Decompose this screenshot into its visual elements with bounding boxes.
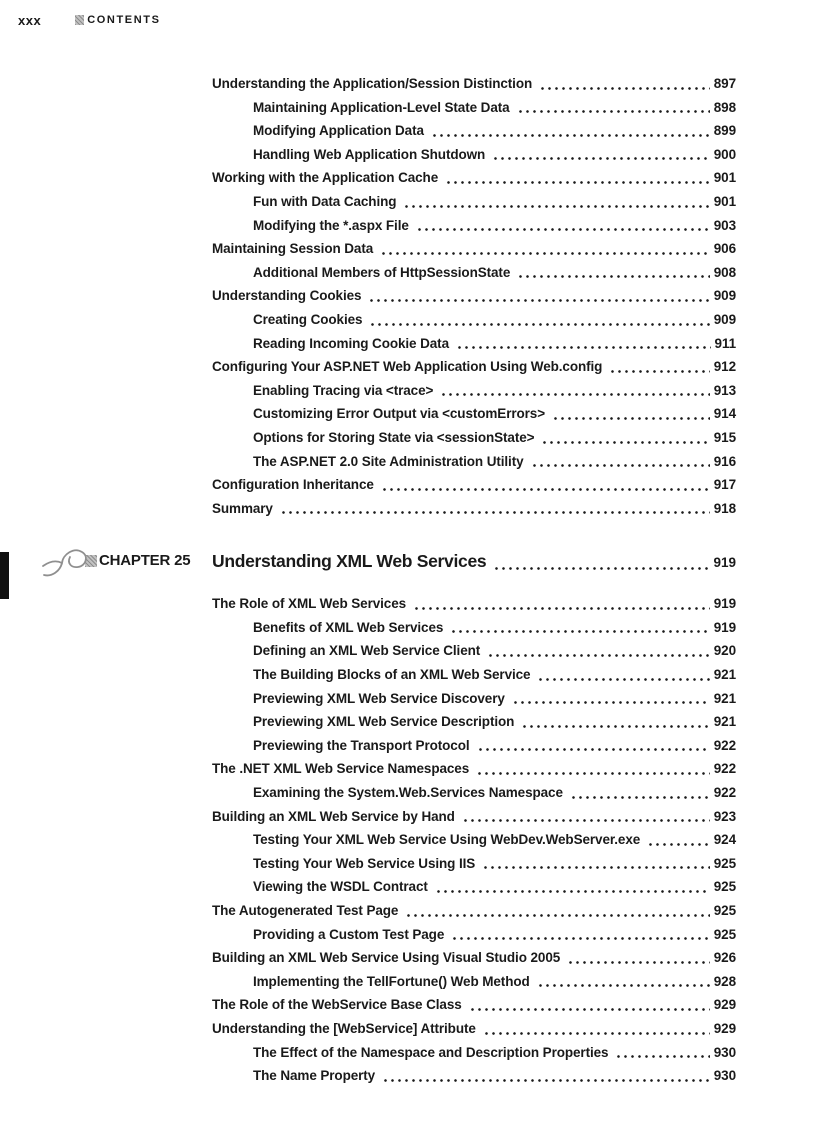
toc-entry-page-number: 898 bbox=[713, 99, 736, 115]
dot-leader bbox=[477, 748, 710, 751]
toc-entry-page-number: 901 bbox=[713, 170, 736, 186]
toc-entry-page-number: 917 bbox=[713, 477, 736, 493]
dot-leader bbox=[456, 346, 711, 349]
toc-entry-row bbox=[212, 875, 736, 899]
toc-entry-row bbox=[212, 1041, 736, 1065]
toc-entry-page-number: 915 bbox=[713, 429, 736, 445]
chapter-title: Understanding XML Web Services bbox=[212, 551, 487, 572]
toc-entry-page-number: 925 bbox=[713, 879, 736, 895]
dot-leader bbox=[450, 630, 710, 633]
toc-entry-page-number: 916 bbox=[713, 453, 736, 469]
dot-leader bbox=[451, 937, 710, 940]
toc-entry-title: Benefits of XML Web Services bbox=[253, 619, 444, 635]
toc-entry-page-number: 930 bbox=[713, 1044, 736, 1060]
toc-entry-page-number: 912 bbox=[713, 359, 736, 375]
toc-entry-page-number: 897 bbox=[713, 76, 736, 91]
toc-entry-page-number: 899 bbox=[713, 123, 736, 139]
dot-leader bbox=[280, 511, 710, 514]
toc-entry-title: Fun with Data Caching bbox=[253, 193, 397, 209]
toc-entry-page-number: 928 bbox=[713, 973, 736, 989]
toc-entry-row bbox=[212, 450, 736, 474]
toc-entry-row bbox=[212, 426, 736, 450]
dot-leader bbox=[445, 181, 710, 184]
toc-entry-row bbox=[212, 497, 736, 521]
toc-entry-title: The ASP.NET 2.0 Site Administration Utility bbox=[253, 453, 524, 469]
toc-entry-title: The Effect of the Namespace and Description Properties bbox=[253, 1044, 609, 1060]
page-folio: xxx bbox=[18, 13, 42, 28]
toc-entry-row bbox=[212, 970, 736, 994]
toc-entry-page-number: 925 bbox=[713, 926, 736, 942]
dot-leader bbox=[615, 1055, 709, 1058]
toc-entry-row bbox=[212, 308, 736, 332]
toc-entry-title: Modifying Application Data bbox=[253, 123, 424, 139]
dot-leader bbox=[381, 488, 710, 491]
toc-entry-row bbox=[212, 1017, 736, 1041]
toc-entry-row bbox=[212, 923, 736, 947]
toc-entry-title: Testing Your Web Service Using IIS bbox=[253, 855, 476, 871]
toc-entry-row bbox=[212, 781, 736, 805]
toc-entry-row bbox=[212, 473, 736, 497]
toc-entry-title: Summary bbox=[212, 500, 273, 516]
toc-entry-page-number: 929 bbox=[713, 1020, 736, 1036]
proofreader-pencil-mark-icon bbox=[41, 545, 91, 581]
chapter-heading-row bbox=[85, 544, 736, 578]
toc-entry-row bbox=[212, 72, 736, 96]
toc-entry-title: Maintaining Session Data bbox=[212, 241, 374, 257]
page-header bbox=[0, 0, 816, 28]
toc-entry-row bbox=[212, 96, 736, 120]
toc-entry-page-number: 926 bbox=[713, 950, 736, 966]
toc-entry-page-number: 903 bbox=[713, 217, 736, 233]
toc-entry-page-number: 929 bbox=[713, 997, 736, 1013]
dot-leader bbox=[492, 157, 710, 160]
dot-leader bbox=[368, 299, 709, 302]
dot-leader bbox=[382, 1079, 710, 1082]
toc-entry-title: The Building Blocks of an XML Web Service bbox=[253, 667, 531, 683]
toc-entry-row bbox=[212, 757, 736, 781]
toc-entry-title: Defining an XML Web Service Client bbox=[253, 643, 481, 659]
toc-entry-page-number: 906 bbox=[713, 241, 736, 257]
toc-entry-page-number: 914 bbox=[713, 406, 736, 422]
toc-entry-title: Working with the Application Cache bbox=[212, 170, 439, 186]
toc-entry-page-number: 925 bbox=[713, 903, 736, 918]
toc-entry-row bbox=[212, 119, 736, 143]
toc-entry-page-number: 921 bbox=[713, 690, 736, 706]
toc-entry-row bbox=[212, 946, 736, 970]
dot-leader bbox=[462, 819, 710, 822]
toc-entry-title: Previewing XML Web Service Description bbox=[253, 714, 515, 730]
dot-leader bbox=[405, 914, 709, 917]
toc-entry-page-number: 919 bbox=[713, 596, 736, 612]
toc-entry-page-number: 901 bbox=[713, 193, 736, 209]
toc-entry-title: Understanding the [WebService] Attribute bbox=[212, 1020, 476, 1036]
toc-entry-row bbox=[212, 214, 736, 238]
print-registration-bar bbox=[0, 552, 9, 599]
dot-leader bbox=[517, 275, 710, 278]
toc-entry-row bbox=[212, 190, 736, 214]
dot-leader bbox=[440, 393, 709, 396]
toc-entry-row bbox=[212, 687, 736, 711]
toc-entry-title: Understanding the Application/Session Distinction bbox=[212, 76, 533, 91]
dot-leader bbox=[483, 1032, 710, 1035]
chapter-number-label: CHAPTER 25 bbox=[99, 552, 191, 570]
toc-entry-page-number: 921 bbox=[713, 667, 736, 683]
toc-entry-row bbox=[212, 805, 736, 829]
toc-entry-row bbox=[212, 143, 736, 167]
toc-entry-page-number: 922 bbox=[713, 785, 736, 801]
toc-entry-title: Reading Incoming Cookie Data bbox=[253, 335, 449, 351]
dot-leader bbox=[609, 370, 709, 373]
toc-entry-row bbox=[212, 237, 736, 261]
dot-leader bbox=[531, 464, 710, 467]
toc-entry-title: Configuring Your ASP.NET Web Application Using Web.config bbox=[212, 359, 603, 375]
toc-entry-row bbox=[212, 710, 736, 734]
toc-entry-title: Enabling Tracing via <trace> bbox=[253, 382, 434, 398]
contents-marker-icon bbox=[75, 15, 84, 25]
toc-entry-page-number: 930 bbox=[713, 1068, 736, 1084]
toc-entry-title: Options for Storing State via <sessionState> bbox=[253, 429, 535, 445]
toc-entry-row bbox=[212, 261, 736, 285]
dot-leader bbox=[647, 843, 710, 846]
toc-entry-title: Modifying the *.aspx File bbox=[253, 217, 409, 233]
toc-entry-row bbox=[212, 1064, 736, 1088]
toc-entry-title: Configuration Inheritance bbox=[212, 477, 374, 493]
toc-entry-title: Handling Web Application Shutdown bbox=[253, 146, 486, 162]
toc-entries-after-chapter bbox=[212, 592, 736, 1087]
toc-entry-title: Examining the System.Web.Services Namespace bbox=[253, 785, 563, 801]
running-head bbox=[75, 14, 160, 26]
toc-entries-before-chapter bbox=[212, 72, 736, 520]
toc-entry-title: Creating Cookies bbox=[253, 311, 363, 327]
dot-leader bbox=[369, 323, 709, 326]
dot-leader bbox=[403, 205, 709, 208]
toc-entry-row bbox=[212, 663, 736, 687]
toc-entry-title: Understanding Cookies bbox=[212, 288, 362, 304]
toc-entry-row bbox=[212, 828, 736, 852]
toc-entry-page-number: 925 bbox=[713, 855, 736, 871]
toc-entry-title: The Autogenerated Test Page bbox=[212, 903, 399, 918]
chapter-label-group bbox=[85, 544, 212, 578]
toc-entry-page-number: 900 bbox=[713, 146, 736, 162]
dot-leader bbox=[469, 1008, 710, 1011]
toc-entry-row bbox=[212, 402, 736, 426]
toc-entry-page-number: 918 bbox=[713, 500, 736, 516]
toc-entry-title: The Role of XML Web Services bbox=[212, 596, 407, 612]
dot-leader bbox=[517, 110, 710, 113]
toc-entry-row bbox=[212, 355, 736, 379]
toc-entry-page-number: 909 bbox=[713, 288, 736, 304]
toc-entry-title: Building an XML Web Service by Hand bbox=[212, 808, 455, 824]
toc-column bbox=[99, 72, 736, 1088]
toc-entry-row bbox=[212, 639, 736, 663]
toc-entry-row bbox=[212, 332, 736, 356]
toc-entry-title: Maintaining Application-Level State Data bbox=[253, 99, 510, 115]
dot-leader bbox=[413, 607, 710, 610]
dot-leader bbox=[487, 654, 710, 657]
toc-entry-row bbox=[212, 852, 736, 876]
toc-entry-row bbox=[212, 284, 736, 308]
dot-leader bbox=[567, 961, 710, 964]
toc-entry-title: Viewing the WSDL Contract bbox=[253, 879, 428, 895]
toc-entry-row bbox=[212, 379, 736, 403]
toc-entry-title: Building an XML Web Service Using Visual Studio 2005 bbox=[212, 950, 561, 966]
toc-entry-title: The Role of the WebService Base Class bbox=[212, 997, 462, 1013]
dot-leader bbox=[521, 725, 709, 728]
toc-entry-title: The .NET XML Web Service Namespaces bbox=[212, 761, 470, 777]
dot-leader bbox=[552, 417, 710, 420]
toc-entry-page-number: 908 bbox=[713, 264, 736, 280]
dot-leader bbox=[476, 772, 710, 775]
dot-leader bbox=[512, 701, 710, 704]
toc-entry-title: Previewing XML Web Service Discovery bbox=[253, 690, 505, 706]
toc-entry-row bbox=[212, 993, 736, 1017]
dot-leader bbox=[537, 984, 710, 987]
toc-entry-row bbox=[212, 166, 736, 190]
dot-leader bbox=[482, 866, 710, 869]
chapter-page-number: 919 bbox=[713, 555, 736, 571]
toc-entry-page-number: 924 bbox=[713, 832, 736, 848]
chapter-marker-icon bbox=[85, 555, 97, 567]
dot-leader bbox=[431, 134, 710, 137]
toc-entry-page-number: 911 bbox=[714, 335, 736, 351]
dot-leader bbox=[570, 796, 710, 799]
toc-entry-title: Providing a Custom Test Page bbox=[253, 926, 445, 942]
toc-entry-row bbox=[212, 616, 736, 640]
toc-entry-row bbox=[212, 734, 736, 758]
toc-entry-page-number: 913 bbox=[713, 382, 736, 398]
dot-leader bbox=[493, 567, 709, 570]
dot-leader bbox=[380, 252, 710, 255]
toc-entry-page-number: 923 bbox=[713, 808, 736, 824]
toc-entry-title: Testing Your XML Web Service Using WebDev.WebServer.exe bbox=[253, 832, 641, 848]
toc-entry-page-number: 922 bbox=[713, 737, 736, 753]
toc-entry-page-number: 922 bbox=[713, 761, 736, 777]
toc-entry-title: Implementing the TellFortune() Web Method bbox=[253, 973, 530, 989]
toc-entry-page-number: 921 bbox=[713, 714, 736, 730]
contents-label: CONTENTS bbox=[87, 14, 161, 26]
toc-entry-row bbox=[212, 592, 736, 616]
toc-entry-title: The Name Property bbox=[253, 1068, 376, 1084]
toc-entry-title: Customizing Error Output via <customErrors> bbox=[253, 406, 546, 422]
toc-entry-page-number: 919 bbox=[713, 619, 736, 635]
dot-leader bbox=[416, 228, 710, 231]
toc-entry-page-number: 920 bbox=[713, 643, 736, 659]
dot-leader bbox=[539, 87, 710, 90]
toc-entry-title: Additional Members of HttpSessionState bbox=[253, 264, 511, 280]
dot-leader bbox=[537, 678, 709, 681]
dot-leader bbox=[541, 441, 709, 444]
toc-entry-title: Previewing the Transport Protocol bbox=[253, 737, 470, 753]
toc-entry-row bbox=[212, 899, 736, 923]
dot-leader bbox=[435, 890, 710, 893]
toc-entry-page-number: 909 bbox=[713, 311, 736, 327]
